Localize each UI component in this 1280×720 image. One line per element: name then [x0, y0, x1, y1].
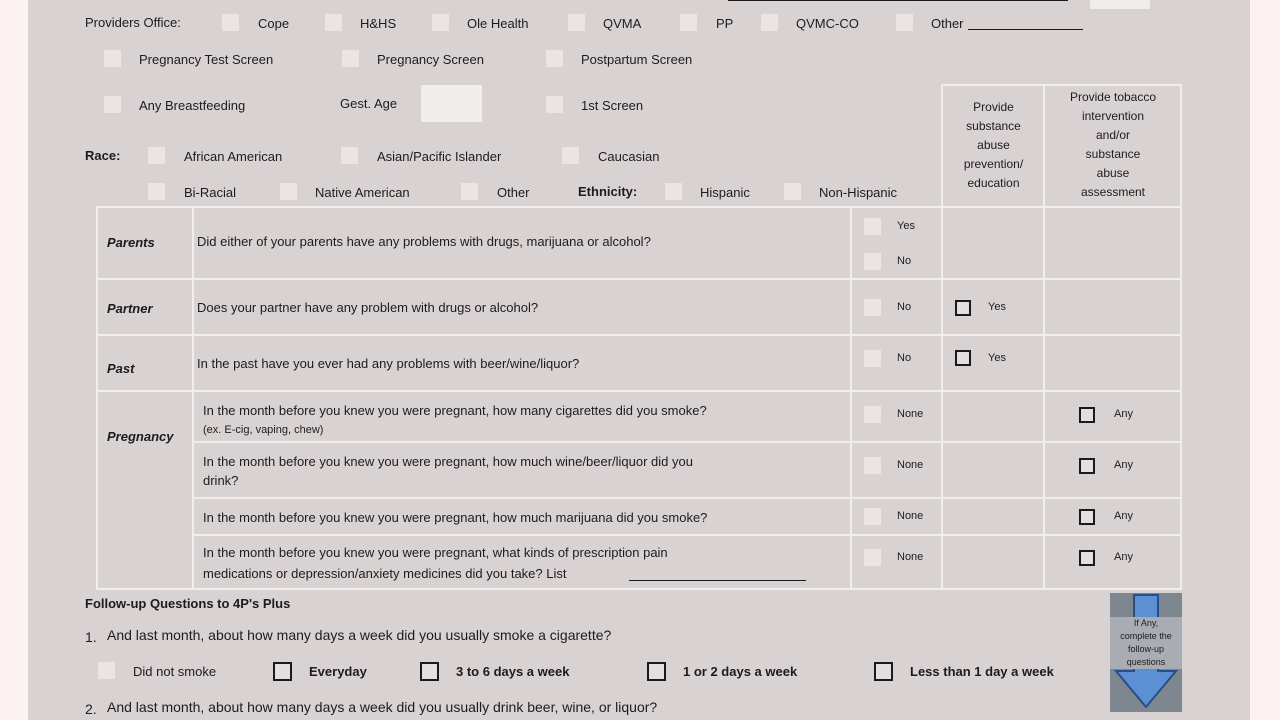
- checkbox-less-than-1-day[interactable]: [874, 662, 893, 681]
- checkbox-ole-health[interactable]: [432, 14, 449, 31]
- provider-hhs: H&HS: [360, 16, 397, 31]
- followup-q1-number: 1.: [85, 629, 97, 645]
- substance-header-line: Provide: [973, 100, 1014, 114]
- top-field[interactable]: [1090, 0, 1150, 9]
- checkbox-alcohol-any[interactable]: [1079, 458, 1095, 474]
- race-native-american: Native American: [315, 185, 410, 200]
- checkbox-parents-yes[interactable]: [864, 218, 881, 235]
- checkbox-1st-screen[interactable]: [546, 96, 563, 113]
- race-label: Race:: [85, 148, 121, 163]
- question-pregnancy-medications: In the month before you knew you were pregnant, what kinds of prescription pain: [203, 545, 668, 560]
- question-pregnancy-marijuana: In the month before you knew you were pregnant, how much marijuana did you smoke?: [203, 510, 708, 525]
- header-top-line: [941, 84, 1182, 86]
- checkbox-non-hispanic[interactable]: [784, 183, 801, 200]
- checkbox-cigarettes-none[interactable]: [864, 406, 881, 423]
- table-line: [96, 206, 98, 590]
- screen-postpartum: Postpartum Screen: [581, 52, 693, 67]
- checkbox-medications-any[interactable]: [1079, 550, 1095, 566]
- question-past: In the past have you ever had any problems with beer/wine/liquor?: [197, 356, 580, 371]
- checkbox-partner-yes[interactable]: [955, 300, 971, 316]
- option-3-to-6-days: 3 to 6 days a week: [456, 664, 570, 679]
- form-page: [28, 0, 1250, 720]
- checkbox-asian-pacific[interactable]: [341, 147, 358, 164]
- checkbox-hispanic[interactable]: [665, 183, 682, 200]
- race-other: Other: [497, 185, 530, 200]
- checkbox-native-american[interactable]: [280, 183, 297, 200]
- question-pregnancy-medications-line2: medications or depression/anxiety medicines did you take? List: [203, 566, 567, 581]
- tobacco-header-line: and/or: [1095, 128, 1131, 142]
- followup-title: Follow-up Questions to 4P's Plus: [85, 596, 291, 611]
- question-pregnancy-cigarettes: In the month before you knew you were pregnant, how many cigarettes did you smoke?: [203, 403, 707, 418]
- checkbox-alcohol-none[interactable]: [864, 457, 881, 474]
- arrow-note-line: If Any,: [1133, 618, 1159, 628]
- checkbox-medications-none[interactable]: [864, 549, 881, 566]
- provider-qvmc-co: QVMC-CO: [796, 16, 859, 31]
- provider-cope: Cope: [258, 16, 290, 31]
- other-provider-line[interactable]: [968, 29, 1083, 30]
- checkbox-bi-racial[interactable]: [148, 183, 165, 200]
- checkbox-marijuana-any[interactable]: [1079, 509, 1095, 525]
- question-pregnancy-cigarettes-note: (ex. E-cig, vaping, chew): [203, 424, 324, 436]
- header-divider-mid: [1043, 84, 1045, 206]
- checkbox-pregnancy-test-screen[interactable]: [104, 50, 121, 67]
- parents-no-label: No: [897, 255, 912, 267]
- checkbox-african-american[interactable]: [148, 147, 165, 164]
- gest-age-field[interactable]: [421, 85, 482, 122]
- provider-pp: PP: [716, 16, 734, 31]
- first-screen-label: 1st Screen: [581, 98, 644, 113]
- checkbox-race-other[interactable]: [461, 183, 478, 200]
- arrow-note: [1110, 617, 1182, 669]
- question-pregnancy-alcohol-line2: drink?: [203, 473, 239, 488]
- ethnicity-non-hispanic: Non-Hispanic: [819, 185, 898, 200]
- row-label-past: Past: [107, 361, 135, 376]
- table-line: [96, 390, 1182, 392]
- providers-label: Providers Office:: [85, 15, 181, 30]
- marijuana-none-label: None: [897, 510, 924, 522]
- screen-pregnancy: Pregnancy Screen: [377, 52, 484, 67]
- row-label-partner: Partner: [107, 301, 153, 316]
- table-line: [194, 441, 1182, 443]
- table-line: [96, 588, 1182, 590]
- checkbox-partner-no[interactable]: [864, 299, 881, 316]
- checkbox-other-provider[interactable]: [896, 14, 913, 31]
- race-asian-pacific: Asian/Pacific Islander: [377, 149, 502, 164]
- arrow-note-line: follow-up: [1127, 644, 1165, 654]
- substance-header-line: substance: [966, 119, 1021, 133]
- table-line: [96, 278, 1182, 280]
- provider-qvma: QVMA: [603, 16, 642, 31]
- tobacco-header-line: assessment: [1080, 185, 1146, 199]
- table-line: [194, 497, 1182, 499]
- row-label-parents: Parents: [107, 235, 155, 250]
- top-underline: [728, 0, 1068, 1]
- option-everyday: Everyday: [309, 664, 367, 679]
- medications-any-label: Any: [1114, 551, 1133, 563]
- screen-pregnancy-test: Pregnancy Test Screen: [139, 52, 274, 67]
- tobacco-header-line: intervention: [1081, 109, 1145, 123]
- checkbox-past-yes[interactable]: [955, 350, 971, 366]
- checkbox-3-to-6-days[interactable]: [420, 662, 439, 681]
- marijuana-any-label: Any: [1114, 510, 1133, 522]
- checkbox-hhs[interactable]: [325, 14, 342, 31]
- checkbox-parents-no[interactable]: [864, 253, 881, 270]
- substance-header-line: abuse: [977, 138, 1010, 152]
- followup-q1: And last month, about how many days a week did you usually smoke a cigarette?: [107, 627, 612, 643]
- question-partner: Does your partner have any problem with drugs or alcohol?: [197, 300, 539, 315]
- gest-age-label: Gest. Age: [340, 96, 398, 111]
- checkbox-cope[interactable]: [222, 14, 239, 31]
- checkbox-did-not-smoke[interactable]: [98, 662, 115, 679]
- tobacco-header-line: abuse: [1096, 166, 1130, 180]
- tobacco-header-line: Provide tobacco: [1069, 90, 1157, 104]
- followup-q2-number: 2.: [85, 701, 97, 717]
- race-caucasian: Caucasian: [598, 149, 660, 164]
- provider-ole-health: Ole Health: [467, 16, 529, 31]
- provider-other: Other: [931, 16, 964, 31]
- race-bi-racial: Bi-Racial: [184, 185, 237, 200]
- medications-list-line[interactable]: [629, 580, 806, 581]
- parents-yes-label: Yes: [897, 220, 915, 232]
- medications-none-label: None: [897, 551, 924, 563]
- option-less-than-1-day: Less than 1 day a week: [910, 664, 1054, 679]
- question-parents: Did either of your parents have any problems with drugs, marijuana or alcohol?: [197, 234, 651, 249]
- row-label-pregnancy: Pregnancy: [107, 429, 174, 444]
- checkbox-1-or-2-days[interactable]: [647, 662, 666, 681]
- cigarettes-none-label: None: [897, 408, 924, 420]
- alcohol-any-label: Any: [1114, 459, 1133, 471]
- question-pregnancy-alcohol: In the month before you knew you were pregnant, how much wine/beer/liquor did you: [203, 454, 693, 469]
- checkbox-postpartum-screen[interactable]: [546, 50, 563, 67]
- past-yes-label: Yes: [988, 352, 1006, 364]
- option-1-or-2-days: 1 or 2 days a week: [683, 664, 798, 679]
- table-line: [192, 206, 194, 590]
- checkbox-marijuana-none[interactable]: [864, 508, 881, 525]
- table-line: [1180, 206, 1182, 590]
- ethnicity-label: Ethnicity:: [578, 184, 638, 199]
- arrow-note-line: complete the: [1120, 631, 1172, 641]
- header-divider-right: [1180, 84, 1182, 206]
- alcohol-none-label: None: [897, 459, 924, 471]
- past-no-label: No: [897, 352, 912, 364]
- table-line: [1043, 206, 1045, 590]
- checkbox-cigarettes-any[interactable]: [1079, 407, 1095, 423]
- table-line: [941, 206, 943, 590]
- follow-up-arrow-panel: [1110, 593, 1182, 712]
- ethnicity-hispanic: Hispanic: [700, 185, 750, 200]
- table-line: [194, 534, 1182, 536]
- followup-q2: And last month, about how many days a week did you usually drink beer, wine, or liquor?: [107, 699, 658, 715]
- table-line: [96, 206, 1182, 208]
- checkbox-qvmc-co[interactable]: [761, 14, 778, 31]
- any-breastfeeding-label: Any Breastfeeding: [139, 98, 246, 113]
- checkbox-any-breastfeeding[interactable]: [104, 96, 121, 113]
- checkbox-past-no[interactable]: [864, 350, 881, 367]
- checkbox-caucasian[interactable]: [562, 147, 579, 164]
- cigarettes-any-label: Any: [1114, 408, 1133, 420]
- substance-header-line: prevention/: [963, 157, 1024, 171]
- checkbox-pp[interactable]: [680, 14, 697, 31]
- table-line: [850, 206, 852, 590]
- checkbox-qvma[interactable]: [568, 14, 585, 31]
- partner-yes-label: Yes: [988, 301, 1006, 313]
- substance-header: [944, 98, 1043, 193]
- tobacco-header: [1046, 88, 1180, 202]
- race-african-american: African American: [184, 149, 283, 164]
- table-line: [96, 334, 1182, 336]
- checkbox-pregnancy-screen[interactable]: [342, 50, 359, 67]
- substance-header-line: education: [967, 176, 1020, 190]
- tobacco-header-line: substance: [1085, 147, 1141, 161]
- header-divider-left: [941, 84, 943, 206]
- partner-no-label: No: [897, 301, 912, 313]
- option-did-not-smoke: Did not smoke: [133, 664, 217, 679]
- arrow-note-line: questions: [1126, 657, 1166, 667]
- checkbox-everyday[interactable]: [273, 662, 292, 681]
